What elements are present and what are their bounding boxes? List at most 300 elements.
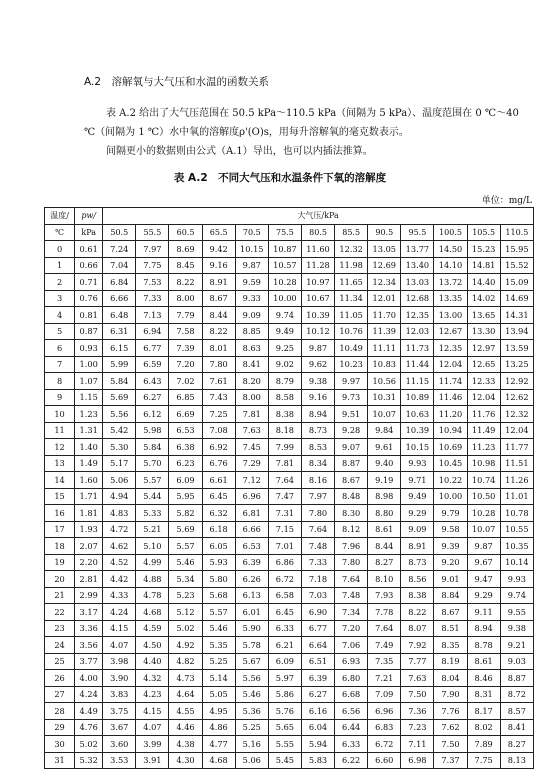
solubility-cell: 6.53 (169, 422, 202, 439)
solubility-cell: 6.64 (301, 637, 334, 654)
solubility-cell: 6.18 (202, 521, 235, 538)
temperature-cell: 0 (45, 241, 75, 258)
solubility-cell: 6.86 (268, 554, 301, 571)
temperature-cell: 23 (45, 620, 75, 637)
solubility-cell: 7.58 (169, 323, 202, 340)
solubility-cell: 6.92 (202, 439, 235, 456)
solubility-cell: 7.08 (202, 422, 235, 439)
solubility-cell: 9.16 (202, 257, 235, 274)
solubility-cell: 8.01 (202, 340, 235, 357)
solubility-cell: 8.41 (235, 356, 268, 373)
solubility-cell: 8.85 (235, 323, 268, 340)
pw-cell: 1.15 (75, 389, 103, 406)
solubility-cell: 10.97 (301, 274, 334, 291)
solubility-cell: 9.39 (434, 538, 467, 555)
solubility-cell: 7.93 (368, 587, 401, 604)
solubility-cell: 8.38 (401, 587, 434, 604)
solubility-cell: 4.72 (103, 521, 136, 538)
solubility-cell: 7.12 (235, 472, 268, 489)
solubility-cell: 4.32 (136, 670, 169, 687)
solubility-cell: 11.51 (500, 455, 533, 472)
solubility-cell: 7.21 (368, 670, 401, 687)
pw-cell: 2.20 (75, 554, 103, 571)
solubility-cell: 8.78 (467, 637, 500, 654)
solubility-cell: 7.81 (235, 406, 268, 423)
solubility-cell: 8.41 (500, 719, 533, 736)
solubility-cell: 9.51 (335, 406, 368, 423)
solubility-cell: 4.82 (169, 653, 202, 670)
pressure-header-cell: 85.5 (335, 224, 368, 241)
temperature-cell: 20 (45, 571, 75, 588)
solubility-cell: 6.27 (136, 389, 169, 406)
temperature-cell: 9 (45, 389, 75, 406)
solubility-cell: 5.35 (202, 637, 235, 654)
solubility-cell: 10.78 (500, 505, 533, 522)
solubility-cell: 9.73 (335, 389, 368, 406)
pw-cell: 3.36 (75, 620, 103, 637)
solubility-cell: 8.57 (500, 703, 533, 720)
solubility-cell: 11.20 (434, 406, 467, 423)
solubility-cell: 6.09 (169, 472, 202, 489)
temperature-cell: 8 (45, 373, 75, 390)
pw-cell: 3.77 (75, 653, 103, 670)
pw-cell: 1.93 (75, 521, 103, 538)
table-row (45, 752, 534, 769)
solubility-cell: 7.48 (301, 538, 334, 555)
solubility-cell: 5.34 (169, 571, 202, 588)
solubility-cell: 5.16 (235, 736, 268, 753)
solubility-cell: 5.57 (136, 472, 169, 489)
solubility-cell: 6.31 (103, 323, 136, 340)
solubility-cell: 13.35 (434, 290, 467, 307)
solubility-cell: 4.73 (169, 670, 202, 687)
solubility-cell: 6.04 (301, 719, 334, 736)
solubility-cell: 5.84 (136, 439, 169, 456)
solubility-cell: 7.64 (368, 620, 401, 637)
table-row (45, 604, 534, 621)
solubility-cell: 9.62 (301, 356, 334, 373)
temperature-cell: 1 (45, 257, 75, 274)
table-unit: 单位：mg/L (481, 196, 532, 206)
table-row (45, 538, 534, 555)
pw-cell: 1.49 (75, 455, 103, 472)
solubility-cell: 5.65 (268, 719, 301, 736)
solubility-cell: 5.82 (169, 505, 202, 522)
solubility-cell: 6.93 (335, 653, 368, 670)
solubility-cell: 6.39 (301, 670, 334, 687)
solubility-cell: 5.86 (268, 686, 301, 703)
solubility-cell: 11.46 (434, 389, 467, 406)
temperature-cell: 30 (45, 736, 75, 753)
solubility-cell: 7.13 (136, 307, 169, 324)
solubility-cell: 8.30 (335, 505, 368, 522)
temperature-cell: 25 (45, 653, 75, 670)
solubility-cell: 8.67 (434, 604, 467, 621)
solubility-cell: 4.38 (169, 736, 202, 753)
solubility-cell: 11.34 (335, 290, 368, 307)
solubility-cell: 5.46 (169, 554, 202, 571)
solubility-cell: 6.94 (136, 323, 169, 340)
solubility-cell: 12.68 (401, 290, 434, 307)
solubility-cell: 7.53 (136, 274, 169, 291)
solubility-cell: 11.05 (335, 307, 368, 324)
solubility-cell: 6.21 (268, 637, 301, 654)
solubility-cell: 9.47 (467, 571, 500, 588)
temperature-cell: 2 (45, 274, 75, 291)
solubility-cell: 14.10 (434, 257, 467, 274)
solubility-cell: 10.12 (301, 323, 334, 340)
table-title: 表 A.2 不同大气压和水温条件下氧的溶解度 (173, 172, 387, 184)
temperature-cell: 5 (45, 323, 75, 340)
solubility-cell: 5.44 (136, 488, 169, 505)
table-row (45, 488, 534, 505)
solubility-cell: 10.15 (401, 439, 434, 456)
solubility-cell: 4.42 (103, 571, 136, 588)
solubility-cell: 8.80 (368, 505, 401, 522)
solubility-cell: 10.89 (401, 389, 434, 406)
solubility-cell: 6.68 (335, 686, 368, 703)
solubility-cell: 14.81 (467, 257, 500, 274)
solubility-cell: 7.29 (235, 455, 268, 472)
pw-cell: 3.56 (75, 637, 103, 654)
solubility-cell: 14.50 (434, 241, 467, 258)
solubility-cell: 4.23 (136, 686, 169, 703)
solubility-cell: 8.07 (401, 620, 434, 637)
solubility-cell: 10.22 (434, 472, 467, 489)
solubility-cell: 3.99 (136, 736, 169, 753)
solubility-cell: 7.06 (335, 637, 368, 654)
solubility-cell: 13.40 (401, 257, 434, 274)
solubility-cell: 7.01 (268, 538, 301, 555)
solubility-cell: 5.46 (202, 620, 235, 637)
temperature-cell: 6 (45, 340, 75, 357)
solubility-cell: 9.74 (268, 307, 301, 324)
solubility-cell: 5.57 (202, 604, 235, 621)
solubility-cell: 7.90 (434, 686, 467, 703)
table-row (45, 620, 534, 637)
pw-cell: 0.93 (75, 340, 103, 357)
solubility-cell: 9.01 (434, 571, 467, 588)
solubility-cell: 8.22 (401, 604, 434, 621)
pw-cell: 2.81 (75, 571, 103, 588)
solubility-cell: 7.64 (268, 472, 301, 489)
solubility-cell: 9.16 (301, 389, 334, 406)
solubility-cell: 5.90 (235, 620, 268, 637)
solubility-cell: 7.50 (434, 736, 467, 753)
solubility-cell: 15.09 (500, 274, 533, 291)
solubility-cell: 9.93 (500, 571, 533, 588)
solubility-cell: 9.87 (301, 340, 334, 357)
solubility-cell: 11.23 (467, 439, 500, 456)
solubility-cell: 7.09 (368, 686, 401, 703)
solubility-cell: 9.71 (401, 472, 434, 489)
solubility-cell: 7.33 (136, 290, 169, 307)
solubility-cell: 11.65 (335, 274, 368, 291)
solubility-cell: 9.28 (335, 422, 368, 439)
solubility-cell: 8.18 (268, 422, 301, 439)
solubility-cell: 6.33 (268, 620, 301, 637)
solubility-cell: 10.55 (500, 521, 533, 538)
solubility-cell: 7.61 (202, 373, 235, 390)
solubility-cell: 3.75 (103, 703, 136, 720)
section-title: A.2 溶解氧与大气压和水温的函数关系 (84, 76, 270, 88)
solubility-cell: 9.38 (301, 373, 334, 390)
pressure-header-cell: 110.5 (500, 224, 533, 241)
solubility-cell: 7.97 (136, 241, 169, 258)
solubility-cell: 7.75 (467, 752, 500, 769)
pressure-header-cell: 105.5 (467, 224, 500, 241)
pw-cell: 0.76 (75, 290, 103, 307)
solubility-cell: 9.61 (368, 439, 401, 456)
solubility-cell: 5.14 (202, 670, 235, 687)
solubility-cell: 12.34 (368, 274, 401, 291)
solubility-cell: 6.76 (202, 455, 235, 472)
solubility-cell: 13.72 (434, 274, 467, 291)
solubility-cell: 11.73 (401, 340, 434, 357)
solubility-cell: 4.62 (103, 538, 136, 555)
solubility-cell: 10.69 (434, 439, 467, 456)
solubility-cell: 7.31 (268, 505, 301, 522)
temperature-cell: 27 (45, 686, 75, 703)
solubility-cell: 6.45 (202, 488, 235, 505)
solubility-cell: 8.67 (202, 290, 235, 307)
temp-header-top: 温度/ (45, 208, 75, 225)
paragraph-intro: 表 A.2 给出了大气压范围在 50.5 kPa～110.5 kPa（间隔为 5 kPa）、温度范围在 0 ℃～40 ℃（间隔为 1 ℃）水中氧的溶解度ρ'(O)s，用每升溶解氧的毫克数表示。 (84, 108, 519, 138)
solubility-cell: 7.25 (202, 406, 235, 423)
solubility-cell: 7.18 (301, 571, 334, 588)
solubility-cell: 4.68 (202, 752, 235, 769)
solubility-cell: 10.23 (335, 356, 368, 373)
solubility-cell: 8.61 (368, 521, 401, 538)
solubility-cell: 5.69 (103, 389, 136, 406)
solubility-cell: 5.55 (268, 736, 301, 753)
solubility-cell: 4.83 (103, 505, 136, 522)
solubility-cell: 6.90 (301, 604, 334, 621)
solubility-cell: 10.35 (500, 538, 533, 555)
solubility-cell: 6.96 (368, 703, 401, 720)
solubility-cell: 12.32 (335, 241, 368, 258)
pw-header-unit: kPa (75, 224, 103, 241)
solubility-cell: 9.11 (467, 604, 500, 621)
solubility-cell: 5.99 (103, 356, 136, 373)
solubility-cell: 15.23 (467, 241, 500, 258)
solubility-cell: 11.39 (368, 323, 401, 340)
solubility-cell: 10.57 (268, 257, 301, 274)
pressure-header-cell: 50.5 (103, 224, 136, 241)
solubility-cell: 8.51 (434, 620, 467, 637)
solubility-cell: 8.44 (368, 538, 401, 555)
temperature-cell: 13 (45, 455, 75, 472)
solubility-cell: 13.25 (500, 356, 533, 373)
solubility-cell: 6.26 (235, 571, 268, 588)
solubility-cell: 11.77 (500, 439, 533, 456)
pressure-header-cell: 70.5 (235, 224, 268, 241)
solubility-cell: 8.84 (434, 587, 467, 604)
solubility-cell: 10.83 (368, 356, 401, 373)
solubility-cell: 8.20 (235, 373, 268, 390)
solubility-cell: 12.35 (434, 340, 467, 357)
solubility-cell: 5.36 (235, 703, 268, 720)
pw-cell: 1.23 (75, 406, 103, 423)
solubility-cell: 4.99 (136, 554, 169, 571)
solubility-cell: 8.73 (401, 554, 434, 571)
solubility-cell: 4.68 (136, 604, 169, 621)
solubility-cell: 9.09 (401, 521, 434, 538)
solubility-cell: 6.60 (368, 752, 401, 769)
solubility-cell: 8.91 (202, 274, 235, 291)
solubility-cell: 5.06 (235, 752, 268, 769)
pw-cell: 1.60 (75, 472, 103, 489)
solubility-cell: 6.27 (301, 686, 334, 703)
pressure-header-cell: 65.5 (202, 224, 235, 241)
solubility-cell: 6.13 (235, 587, 268, 604)
solubility-cell: 8.94 (301, 406, 334, 423)
solubility-cell: 13.00 (434, 307, 467, 324)
solubility-cell: 13.77 (401, 241, 434, 258)
solubility-cell: 7.36 (401, 703, 434, 720)
solubility-cell: 5.06 (103, 472, 136, 489)
solubility-cell: 9.07 (335, 439, 368, 456)
pw-cell: 1.71 (75, 488, 103, 505)
table-row (45, 554, 534, 571)
solubility-cell: 6.61 (202, 472, 235, 489)
solubility-cell: 8.45 (169, 257, 202, 274)
table-row (45, 373, 534, 390)
solubility-cell: 8.61 (467, 653, 500, 670)
solubility-cell: 7.02 (169, 373, 202, 390)
solubility-cell: 5.23 (169, 587, 202, 604)
solubility-cell: 7.81 (268, 455, 301, 472)
solubility-cell: 9.49 (401, 488, 434, 505)
solubility-cell: 12.04 (500, 422, 533, 439)
solubility-cell: 8.12 (335, 521, 368, 538)
table-row (45, 587, 534, 604)
table-row (45, 670, 534, 687)
solubility-cell: 7.63 (401, 670, 434, 687)
solubility-cell: 6.69 (169, 406, 202, 423)
solubility-cell: 5.67 (235, 653, 268, 670)
temperature-cell: 24 (45, 637, 75, 654)
solubility-cell: 6.72 (268, 571, 301, 588)
solubility-cell: 8.35 (434, 637, 467, 654)
temperature-cell: 11 (45, 422, 75, 439)
solubility-cell: 14.31 (500, 307, 533, 324)
solubility-cell: 5.84 (103, 373, 136, 390)
solubility-cell: 6.77 (136, 340, 169, 357)
table-row (45, 637, 534, 654)
solubility-cell: 7.80 (335, 554, 368, 571)
solubility-cell: 12.01 (368, 290, 401, 307)
solubility-cell: 5.93 (202, 554, 235, 571)
table-row (45, 290, 534, 307)
solubility-cell: 6.43 (136, 373, 169, 390)
solubility-cell: 13.05 (368, 241, 401, 258)
table-row (45, 340, 534, 357)
table-row (45, 274, 534, 291)
solubility-cell: 12.69 (368, 257, 401, 274)
solubility-cell: 12.92 (500, 373, 533, 390)
solubility-cell: 4.33 (103, 587, 136, 604)
solubility-cell: 5.42 (103, 422, 136, 439)
solubility-cell: 5.69 (169, 521, 202, 538)
solubility-cell: 6.22 (335, 752, 368, 769)
solubility-cell: 7.89 (467, 736, 500, 753)
pw-cell: 2.07 (75, 538, 103, 555)
solubility-cell: 9.25 (268, 340, 301, 357)
solubility-cell: 6.09 (268, 653, 301, 670)
header-row-1 (45, 208, 534, 225)
solubility-cell: 6.66 (103, 290, 136, 307)
solubility-cell: 13.94 (500, 323, 533, 340)
pressure-header-cell: 60.5 (169, 224, 202, 241)
solubility-cell: 12.04 (434, 356, 467, 373)
temperature-cell: 15 (45, 488, 75, 505)
pw-cell: 4.76 (75, 719, 103, 736)
solubility-cell: 7.97 (301, 488, 334, 505)
solubility-cell: 10.28 (467, 505, 500, 522)
temp-header-unit: ℃ (45, 224, 75, 241)
solubility-cell: 5.46 (235, 686, 268, 703)
solubility-cell: 4.64 (169, 686, 202, 703)
solubility-cell: 10.45 (434, 455, 467, 472)
solubility-cell: 6.81 (235, 505, 268, 522)
solubility-cell: 8.27 (500, 736, 533, 753)
solubility-cell: 9.49 (268, 323, 301, 340)
solubility-cell: 9.21 (500, 637, 533, 654)
solubility-cell: 4.92 (169, 637, 202, 654)
solubility-cell: 4.30 (169, 752, 202, 769)
solubility-cell: 6.77 (301, 620, 334, 637)
solubility-cell: 7.39 (169, 340, 202, 357)
solubility-cell: 7.11 (401, 736, 434, 753)
solubility-cell: 9.97 (335, 373, 368, 390)
solubility-cell: 6.12 (136, 406, 169, 423)
solubility-cell: 8.72 (500, 686, 533, 703)
solubility-cell: 6.85 (169, 389, 202, 406)
solubility-cell: 7.03 (301, 587, 334, 604)
solubility-cell: 8.98 (368, 488, 401, 505)
solubility-cell: 13.03 (401, 274, 434, 291)
solubility-cell: 6.33 (335, 736, 368, 753)
table-row (45, 323, 534, 340)
solubility-cell: 7.48 (335, 587, 368, 604)
pw-cell: 3.17 (75, 604, 103, 621)
solubility-cell: 4.95 (202, 703, 235, 720)
solubility-cell: 11.98 (335, 257, 368, 274)
pressure-group-header: 大气压/kPa (103, 208, 534, 225)
solubility-cell: 8.22 (202, 323, 235, 340)
solubility-cell: 7.35 (368, 653, 401, 670)
solubility-cell: 6.16 (301, 703, 334, 720)
solubility-cell: 11.44 (401, 356, 434, 373)
table-row (45, 719, 534, 736)
solubility-cell: 7.78 (368, 604, 401, 621)
solubility-cell: 9.93 (401, 455, 434, 472)
table-row (45, 422, 534, 439)
solubility-cell: 5.10 (136, 538, 169, 555)
table-row (45, 406, 534, 423)
solubility-cell: 8.67 (335, 472, 368, 489)
solubility-cell: 5.12 (169, 604, 202, 621)
solubility-cell: 9.40 (368, 455, 401, 472)
solubility-cell: 12.33 (467, 373, 500, 390)
solubility-cell: 8.53 (301, 439, 334, 456)
solubility-cell: 6.58 (268, 587, 301, 604)
solubility-cell: 14.40 (467, 274, 500, 291)
solubility-cell: 6.96 (235, 488, 268, 505)
solubility-cell: 10.63 (401, 406, 434, 423)
solubility-cell: 7.20 (169, 356, 202, 373)
